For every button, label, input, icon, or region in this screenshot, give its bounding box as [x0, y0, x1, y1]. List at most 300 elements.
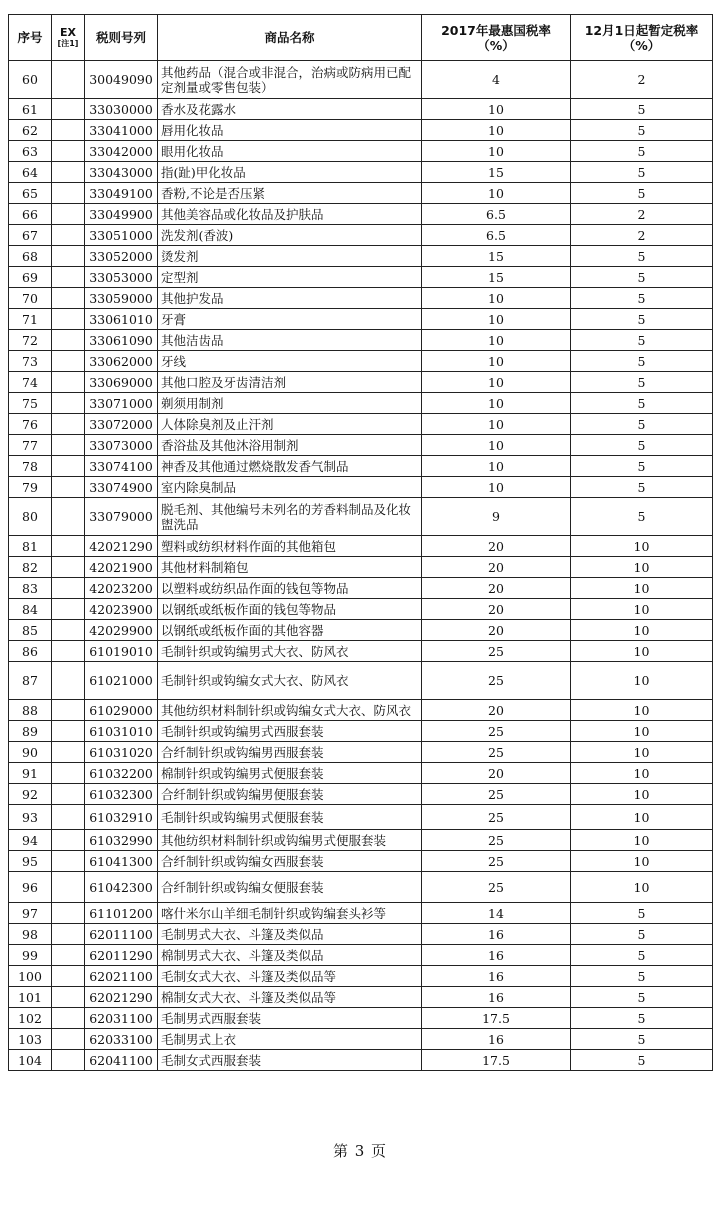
- row-code: 33061090: [85, 330, 158, 351]
- table-row: [9, 246, 713, 267]
- row-temp-rate: 5: [571, 372, 713, 393]
- row-mfn-rate: 15: [422, 162, 571, 183]
- row-code: 62041100: [85, 1050, 158, 1071]
- row-name: 指(趾)甲化妆品: [158, 162, 422, 183]
- row-mfn-rate: 17.5: [422, 1008, 571, 1029]
- table-row: [9, 267, 713, 288]
- row-ex: [52, 246, 85, 267]
- row-ex: [52, 945, 85, 966]
- table-row: [9, 372, 713, 393]
- table-row: [9, 599, 713, 620]
- row-temp-rate: 10: [571, 805, 713, 830]
- row-code: 33069000: [85, 372, 158, 393]
- row-temp-rate: 10: [571, 536, 713, 557]
- table-row: [9, 120, 713, 141]
- row-mfn-rate: 20: [422, 700, 571, 721]
- row-temp-rate: 2: [571, 204, 713, 225]
- row-name: 香粉,不论是否压紧: [158, 183, 422, 204]
- row-temp-rate: 5: [571, 945, 713, 966]
- row-seq: 87: [9, 662, 52, 700]
- row-temp-rate: 10: [571, 662, 713, 700]
- row-ex: [52, 162, 85, 183]
- header-name: 商品名称: [158, 15, 422, 61]
- tariff-document: [8, 14, 712, 1071]
- table-row: [9, 1008, 713, 1029]
- row-name: 其他口腔及牙齿清洁剂: [158, 372, 422, 393]
- row-name: 其他材料制箱包: [158, 557, 422, 578]
- row-temp-rate: 5: [571, 1050, 713, 1071]
- row-temp-rate: 5: [571, 267, 713, 288]
- row-name: 合纤制针织或钩编男西服套装: [158, 742, 422, 763]
- row-ex: [52, 599, 85, 620]
- row-temp-rate: 5: [571, 498, 713, 536]
- table-row: [9, 700, 713, 721]
- row-name: 其他美容品或化妆品及护肤品: [158, 204, 422, 225]
- row-mfn-rate: 10: [422, 183, 571, 204]
- table-row: [9, 945, 713, 966]
- table-row: [9, 851, 713, 872]
- row-code: 61029000: [85, 700, 158, 721]
- row-name: 以塑料或纺织品作面的钱包等物品: [158, 578, 422, 599]
- row-ex: [52, 662, 85, 700]
- table-row: [9, 721, 713, 742]
- row-code: 61042300: [85, 872, 158, 903]
- row-ex: [52, 183, 85, 204]
- header-mfn-unit: （%）: [477, 37, 515, 53]
- row-code: 61032910: [85, 805, 158, 830]
- row-mfn-rate: 17.5: [422, 1050, 571, 1071]
- row-ex: [52, 61, 85, 99]
- row-ex: [52, 267, 85, 288]
- row-seq: 97: [9, 903, 52, 924]
- header-ex: [52, 15, 85, 61]
- row-ex: [52, 477, 85, 498]
- header-temp-label: 12月1日起暂定税率: [584, 22, 699, 38]
- row-code: 33053000: [85, 267, 158, 288]
- row-name: 牙膏: [158, 309, 422, 330]
- row-ex: [52, 872, 85, 903]
- row-ex: [52, 351, 85, 372]
- row-name: 以钢纸或纸板作面的钱包等物品: [158, 599, 422, 620]
- row-seq: 79: [9, 477, 52, 498]
- row-code: 42021290: [85, 536, 158, 557]
- row-code: 33079000: [85, 498, 158, 536]
- row-mfn-rate: 10: [422, 288, 571, 309]
- row-ex: [52, 620, 85, 641]
- row-name: 神香及其他通过燃烧散发香气制品: [158, 456, 422, 477]
- row-ex: [52, 966, 85, 987]
- row-code: 62033100: [85, 1029, 158, 1050]
- row-seq: 100: [9, 966, 52, 987]
- table-row: [9, 162, 713, 183]
- table-row: [9, 830, 713, 851]
- row-name: 烫发剂: [158, 246, 422, 267]
- row-temp-rate: 5: [571, 330, 713, 351]
- row-name: 牙线: [158, 351, 422, 372]
- row-name: 塑料或纺织材料作面的其他箱包: [158, 536, 422, 557]
- row-seq: 68: [9, 246, 52, 267]
- row-name: 其他药品（混合或非混合，治病或防病用已配定剂量或零售包装）: [158, 61, 422, 99]
- row-temp-rate: 5: [571, 183, 713, 204]
- table-row: [9, 872, 713, 903]
- row-ex: [52, 830, 85, 851]
- row-seq: 75: [9, 393, 52, 414]
- row-name: 合纤制针织或钩编男便服套装: [158, 784, 422, 805]
- row-temp-rate: 10: [571, 620, 713, 641]
- table-row: [9, 204, 713, 225]
- table-row: [9, 141, 713, 162]
- row-temp-rate: 5: [571, 456, 713, 477]
- row-code: 33052000: [85, 246, 158, 267]
- row-seq: 64: [9, 162, 52, 183]
- header-seq: 序号: [9, 15, 52, 61]
- row-code: 33043000: [85, 162, 158, 183]
- table-row: [9, 456, 713, 477]
- row-temp-rate: 5: [571, 141, 713, 162]
- row-ex: [52, 557, 85, 578]
- row-seq: 76: [9, 414, 52, 435]
- row-temp-rate: 10: [571, 851, 713, 872]
- table-row: [9, 183, 713, 204]
- row-mfn-rate: 10: [422, 456, 571, 477]
- row-mfn-rate: 10: [422, 414, 571, 435]
- row-temp-rate: 5: [571, 1029, 713, 1050]
- row-temp-rate: 10: [571, 872, 713, 903]
- page-number: 第 3 页: [332, 1142, 388, 1160]
- table-row: [9, 742, 713, 763]
- row-temp-rate: 5: [571, 351, 713, 372]
- row-mfn-rate: 6.5: [422, 225, 571, 246]
- row-ex: [52, 309, 85, 330]
- row-code: 61032200: [85, 763, 158, 784]
- table-row: [9, 498, 713, 536]
- row-code: 42023200: [85, 578, 158, 599]
- row-seq: 104: [9, 1050, 52, 1071]
- table-row: [9, 784, 713, 805]
- row-mfn-rate: 15: [422, 246, 571, 267]
- row-temp-rate: 5: [571, 1008, 713, 1029]
- row-temp-rate: 2: [571, 225, 713, 246]
- header-temp-unit: （%）: [622, 37, 661, 53]
- row-seq: 102: [9, 1008, 52, 1029]
- row-mfn-rate: 25: [422, 851, 571, 872]
- row-mfn-rate: 20: [422, 578, 571, 599]
- row-seq: 83: [9, 578, 52, 599]
- row-mfn-rate: 9: [422, 498, 571, 536]
- row-mfn-rate: 25: [422, 641, 571, 662]
- row-code: 42029900: [85, 620, 158, 641]
- row-name: 其他护发品: [158, 288, 422, 309]
- row-seq: 96: [9, 872, 52, 903]
- header-code: 税则号列: [85, 15, 158, 61]
- row-mfn-rate: 20: [422, 763, 571, 784]
- row-temp-rate: 5: [571, 435, 713, 456]
- row-ex: [52, 721, 85, 742]
- row-temp-rate: 5: [571, 309, 713, 330]
- row-ex: [52, 120, 85, 141]
- row-seq: 103: [9, 1029, 52, 1050]
- row-code: 62031100: [85, 1008, 158, 1029]
- row-ex: [52, 924, 85, 945]
- row-ex: [52, 99, 85, 120]
- row-temp-rate: 10: [571, 700, 713, 721]
- row-mfn-rate: 10: [422, 477, 571, 498]
- row-temp-rate: 10: [571, 557, 713, 578]
- row-temp-rate: 10: [571, 721, 713, 742]
- row-name: 毛制针织或钩编男式大衣、防风衣: [158, 641, 422, 662]
- row-temp-rate: 5: [571, 477, 713, 498]
- row-mfn-rate: 10: [422, 309, 571, 330]
- row-mfn-rate: 10: [422, 351, 571, 372]
- row-mfn-rate: 14: [422, 903, 571, 924]
- row-name: 毛制男式上衣: [158, 1029, 422, 1050]
- row-temp-rate: 10: [571, 763, 713, 784]
- row-name: 其他纺织材料制针织或钩编女式大衣、防风衣: [158, 700, 422, 721]
- row-code: 61031010: [85, 721, 158, 742]
- row-name: 人体除臭剂及止汗剂: [158, 414, 422, 435]
- table-header-row: [9, 15, 713, 61]
- row-name: 剃须用制剂: [158, 393, 422, 414]
- row-seq: 69: [9, 267, 52, 288]
- row-temp-rate: 5: [571, 246, 713, 267]
- row-code: 33072000: [85, 414, 158, 435]
- row-seq: 60: [9, 61, 52, 99]
- row-seq: 61: [9, 99, 52, 120]
- row-name: 毛制女式大衣、斗篷及类似品等: [158, 966, 422, 987]
- row-code: 33059000: [85, 288, 158, 309]
- row-mfn-rate: 10: [422, 99, 571, 120]
- table-row: [9, 662, 713, 700]
- row-code: 61031020: [85, 742, 158, 763]
- row-ex: [52, 414, 85, 435]
- row-mfn-rate: 10: [422, 120, 571, 141]
- table-row: [9, 987, 713, 1008]
- row-seq: 89: [9, 721, 52, 742]
- row-temp-rate: 5: [571, 903, 713, 924]
- row-temp-rate: 10: [571, 830, 713, 851]
- row-name: 眼用化妆品: [158, 141, 422, 162]
- table-row: [9, 805, 713, 830]
- row-mfn-rate: 15: [422, 267, 571, 288]
- row-name: 毛制针织或钩编男式西服套装: [158, 721, 422, 742]
- table-row: [9, 330, 713, 351]
- table-row: [9, 1050, 713, 1071]
- row-mfn-rate: 10: [422, 435, 571, 456]
- tariff-table: [8, 14, 713, 1071]
- row-ex: [52, 498, 85, 536]
- row-name: 脱毛剂、其他编号未列名的芳香料制品及化妆盥洗品: [158, 498, 422, 536]
- row-temp-rate: 5: [571, 393, 713, 414]
- row-temp-rate: 10: [571, 599, 713, 620]
- row-mfn-rate: 10: [422, 330, 571, 351]
- row-code: 61032300: [85, 784, 158, 805]
- row-seq: 82: [9, 557, 52, 578]
- row-name: 唇用化妆品: [158, 120, 422, 141]
- row-seq: 99: [9, 945, 52, 966]
- row-ex: [52, 536, 85, 557]
- row-seq: 94: [9, 830, 52, 851]
- row-code: 33073000: [85, 435, 158, 456]
- row-name: 香浴盐及其他沐浴用制剂: [158, 435, 422, 456]
- row-seq: 73: [9, 351, 52, 372]
- row-seq: 80: [9, 498, 52, 536]
- row-name: 以钢纸或纸板作面的其他容器: [158, 620, 422, 641]
- row-ex: [52, 784, 85, 805]
- row-code: 33049100: [85, 183, 158, 204]
- row-ex: [52, 578, 85, 599]
- row-ex: [52, 742, 85, 763]
- row-mfn-rate: 25: [422, 662, 571, 700]
- row-name: 棉制女式大衣、斗篷及类似品等: [158, 987, 422, 1008]
- row-mfn-rate: 6.5: [422, 204, 571, 225]
- row-name: 棉制男式大衣、斗篷及类似品: [158, 945, 422, 966]
- table-row: [9, 763, 713, 784]
- row-mfn-rate: 20: [422, 536, 571, 557]
- row-code: 33074900: [85, 477, 158, 498]
- table-row: [9, 903, 713, 924]
- row-seq: 70: [9, 288, 52, 309]
- row-code: 62021290: [85, 987, 158, 1008]
- row-code: 33049900: [85, 204, 158, 225]
- row-ex: [52, 903, 85, 924]
- row-code: 61019010: [85, 641, 158, 662]
- table-row: [9, 309, 713, 330]
- table-row: [9, 620, 713, 641]
- row-seq: 67: [9, 225, 52, 246]
- row-name: 其他纺织材料制针织或钩编男式便服套装: [158, 830, 422, 851]
- row-code: 33062000: [85, 351, 158, 372]
- table-row: [9, 288, 713, 309]
- table-row: [9, 536, 713, 557]
- row-code: 61021000: [85, 662, 158, 700]
- table-row: [9, 414, 713, 435]
- row-mfn-rate: 20: [422, 557, 571, 578]
- row-code: 61101200: [85, 903, 158, 924]
- row-temp-rate: 5: [571, 99, 713, 120]
- row-seq: 77: [9, 435, 52, 456]
- row-code: 33061010: [85, 309, 158, 330]
- row-ex: [52, 641, 85, 662]
- row-seq: 78: [9, 456, 52, 477]
- row-name: 室内除臭制品: [158, 477, 422, 498]
- row-seq: 62: [9, 120, 52, 141]
- row-code: 62021100: [85, 966, 158, 987]
- row-mfn-rate: 20: [422, 599, 571, 620]
- table-row: [9, 1029, 713, 1050]
- table-row: [9, 477, 713, 498]
- row-name: 毛制男式西服套装: [158, 1008, 422, 1029]
- table-row: [9, 99, 713, 120]
- row-ex: [52, 204, 85, 225]
- table-body: [9, 61, 713, 1071]
- row-ex: [52, 1029, 85, 1050]
- row-mfn-rate: 16: [422, 924, 571, 945]
- row-ex: [52, 1008, 85, 1029]
- header-ex-note: [注1]: [57, 38, 79, 48]
- row-mfn-rate: 20: [422, 620, 571, 641]
- row-temp-rate: 5: [571, 414, 713, 435]
- row-seq: 101: [9, 987, 52, 1008]
- table-row: [9, 435, 713, 456]
- row-temp-rate: 10: [571, 742, 713, 763]
- row-ex: [52, 393, 85, 414]
- row-code: 30049090: [85, 61, 158, 99]
- table-row: [9, 557, 713, 578]
- row-name: 合纤制针织或钩编女便服套装: [158, 872, 422, 903]
- row-seq: 95: [9, 851, 52, 872]
- table-row: [9, 641, 713, 662]
- header-mfn-label: 2017年最惠国税率: [441, 22, 551, 38]
- row-ex: [52, 372, 85, 393]
- row-seq: 81: [9, 536, 52, 557]
- row-code: 62011100: [85, 924, 158, 945]
- row-code: 33041000: [85, 120, 158, 141]
- row-mfn-rate: 10: [422, 393, 571, 414]
- row-seq: 65: [9, 183, 52, 204]
- row-mfn-rate: 10: [422, 141, 571, 162]
- row-mfn-rate: 16: [422, 945, 571, 966]
- table-row: [9, 924, 713, 945]
- row-name: 毛制女式西服套装: [158, 1050, 422, 1071]
- row-seq: 71: [9, 309, 52, 330]
- row-name: 毛制男式大衣、斗篷及类似品: [158, 924, 422, 945]
- row-mfn-rate: 4: [422, 61, 571, 99]
- header-temp-rate: [571, 15, 713, 61]
- row-mfn-rate: 10: [422, 372, 571, 393]
- row-ex: [52, 851, 85, 872]
- row-code: 62011290: [85, 945, 158, 966]
- row-seq: 85: [9, 620, 52, 641]
- row-code: 33071000: [85, 393, 158, 414]
- table-row: [9, 61, 713, 99]
- row-seq: 72: [9, 330, 52, 351]
- table-row: [9, 578, 713, 599]
- row-temp-rate: 5: [571, 987, 713, 1008]
- row-ex: [52, 987, 85, 1008]
- row-mfn-rate: 25: [422, 830, 571, 851]
- table-row: [9, 351, 713, 372]
- row-ex: [52, 456, 85, 477]
- row-temp-rate: 5: [571, 120, 713, 141]
- row-code: 33042000: [85, 141, 158, 162]
- row-code: 33051000: [85, 225, 158, 246]
- row-temp-rate: 10: [571, 578, 713, 599]
- row-temp-rate: 5: [571, 288, 713, 309]
- row-ex: [52, 763, 85, 784]
- row-name: 棉制针织或钩编男式便服套装: [158, 763, 422, 784]
- row-name: 定型剂: [158, 267, 422, 288]
- row-name: 洗发剂(香波): [158, 225, 422, 246]
- row-ex: [52, 225, 85, 246]
- row-temp-rate: 5: [571, 162, 713, 183]
- row-mfn-rate: 16: [422, 987, 571, 1008]
- row-mfn-rate: 25: [422, 805, 571, 830]
- row-ex: [52, 1050, 85, 1071]
- row-mfn-rate: 25: [422, 721, 571, 742]
- row-seq: 88: [9, 700, 52, 721]
- row-seq: 93: [9, 805, 52, 830]
- row-ex: [52, 330, 85, 351]
- row-seq: 66: [9, 204, 52, 225]
- row-code: 42023900: [85, 599, 158, 620]
- table-row: [9, 225, 713, 246]
- row-name: 喀什米尔山羊细毛制针织或钩编套头衫等: [158, 903, 422, 924]
- row-code: 61032990: [85, 830, 158, 851]
- row-seq: 84: [9, 599, 52, 620]
- row-mfn-rate: 25: [422, 784, 571, 805]
- row-code: 33030000: [85, 99, 158, 120]
- row-code: 61041300: [85, 851, 158, 872]
